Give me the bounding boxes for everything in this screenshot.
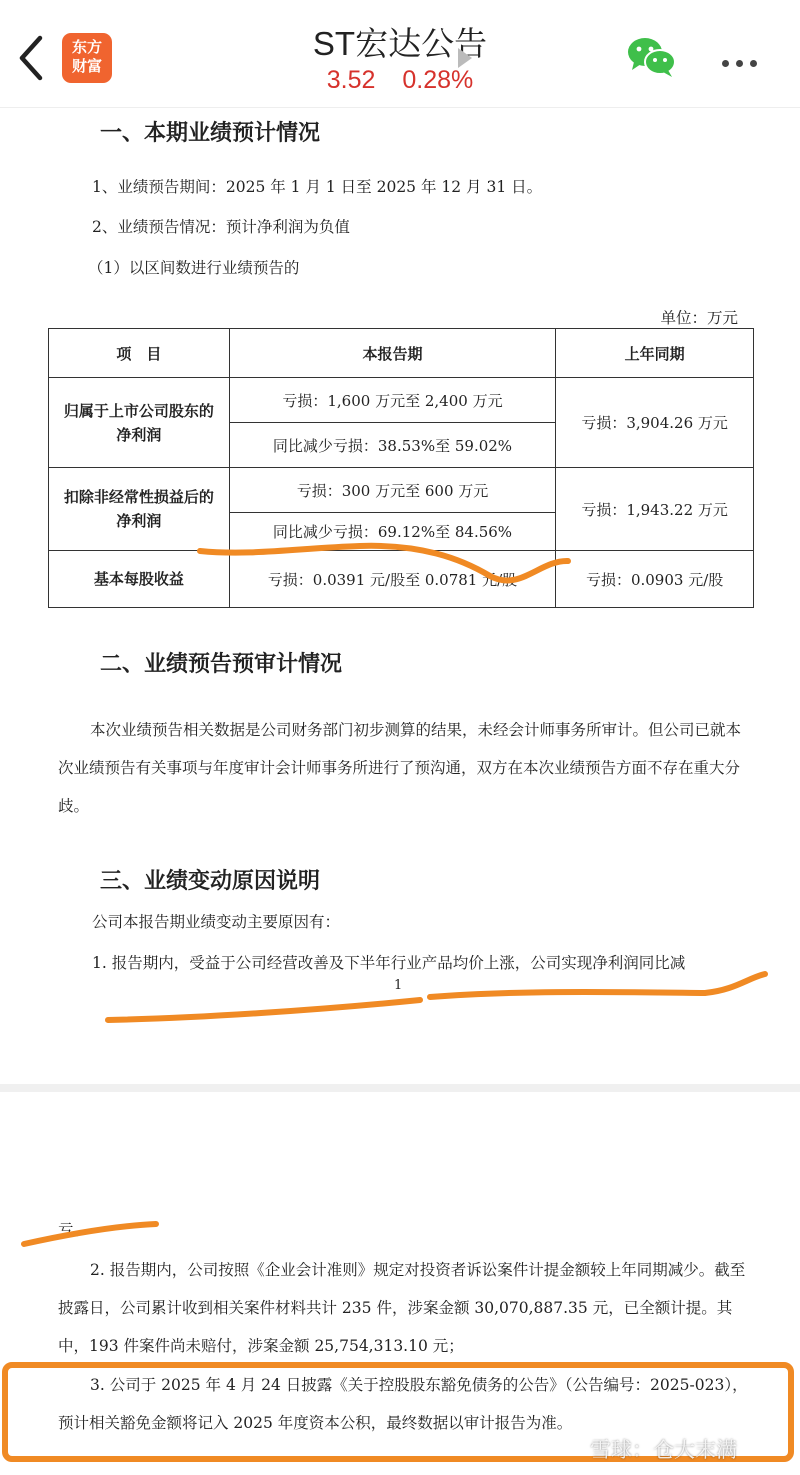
underline-stroke-right	[430, 974, 765, 997]
cell-deducted-range: 亏损：300 万元至 600 万元	[229, 468, 555, 513]
table-header-row	[49, 329, 754, 378]
play-icon[interactable]	[458, 48, 472, 68]
cell-net-profit-yoy: 同比减少亏损：38.53%至 59.02%	[229, 423, 555, 468]
cell-deducted-yoy: 同比减少亏损：69.12%至 84.56%	[229, 513, 555, 551]
cell-net-profit-range: 亏损：1,600 万元至 2,400 万元	[229, 378, 555, 423]
section-3-title: 三、业绩变动原因说明	[100, 869, 321, 894]
table-row	[49, 551, 754, 608]
page-divider	[0, 1084, 800, 1092]
forecast-method: （1）以区间数进行业绩预告的	[88, 259, 300, 277]
reason-item-3: 3. 公司于 2025 年 4 月 24 日披露《关于控股股东豁免债务的公告》（公告编号：2025-023），预计相关豁免金额将记入 2025 年度资本公积，最终数据以审计报告为准。	[58, 1376, 748, 1432]
reason-item-2: 2. 报告期内，公司按照《企业会计准则》规定对投资者诉讼案件计提金额较上年同期减少。截至披露日，公司累计收到相关案件材料共计 235 件，涉案金额 30,070,887.35 元，已全额计提。其中，193 件案件尚未赔付，涉案金额 25,754,313.10 元；	[58, 1261, 746, 1355]
underline-stroke-cont	[24, 1224, 156, 1244]
cell-net-profit-prior: 亏损：3,904.26 万元	[556, 378, 754, 468]
performance-table	[48, 328, 754, 608]
section-2-title: 二、业绩预告预审计情况	[100, 652, 343, 677]
stock-price: 3.52	[326, 66, 376, 94]
row-label-net-profit: 归属于上市公司股东的净利润	[49, 378, 230, 468]
stock-change-pct: 0.28%	[402, 66, 474, 94]
cell-deducted-prior: 亏损：1,943.22 万元	[556, 468, 754, 551]
forecast-status: 2、业绩预告情况：预计净利润为负值	[92, 218, 350, 236]
header-current-period: 本报告期	[229, 329, 555, 378]
forecast-period: 1、业绩预告期间：2025 年 1 月 1 日至 2025 年 12 月 31 日。	[92, 178, 543, 196]
cell-eps-prior: 亏损：0.0903 元/股	[556, 551, 754, 608]
price-row	[0, 66, 800, 95]
section-1-title: 一、本期业绩预计情况	[100, 121, 321, 146]
wechat-icon[interactable]	[626, 36, 678, 78]
app-header	[0, 0, 800, 108]
row-label-eps: 基本每股收益	[49, 551, 230, 608]
page-number: 1	[394, 978, 403, 993]
table-row	[49, 378, 754, 423]
stock-title: ST宏达公告	[312, 25, 488, 62]
header-prior-period: 上年同期	[556, 329, 754, 378]
logo-line-2: 财富	[71, 57, 102, 75]
row-label-deducted-profit: 扣除非经常性损益后的净利润	[49, 468, 230, 551]
reasons-intro: 公司本报告期业绩变动主要原因有：	[92, 913, 341, 931]
audit-paragraph: 本次业绩预告相关数据是公司财务部门初步测算的结果，未经会计师事务所审计。但公司已就本次业绩预告有关事项与年度审计会计师事务所进行了预沟通，双方在本次业绩预告方面不存在重大分歧。	[58, 721, 742, 815]
header-item: 项 目	[49, 329, 230, 378]
underline-stroke-left	[108, 1000, 420, 1020]
logo-line-1: 东方	[71, 38, 102, 56]
table-row	[49, 468, 754, 513]
more-icon[interactable]	[722, 52, 764, 71]
watermark: 雪球：仓大末满	[590, 1438, 737, 1462]
continued-text: 亏。	[58, 1221, 90, 1239]
cell-eps-range: 亏损：0.0391 元/股至 0.0781 元/股	[229, 551, 555, 608]
unit-label: 单位：万元	[660, 309, 738, 327]
reason-item-1: 1. 报告期内，受益于公司经营改善及下半年行业产品均价上涨，公司实现净利润同比减	[92, 954, 686, 972]
